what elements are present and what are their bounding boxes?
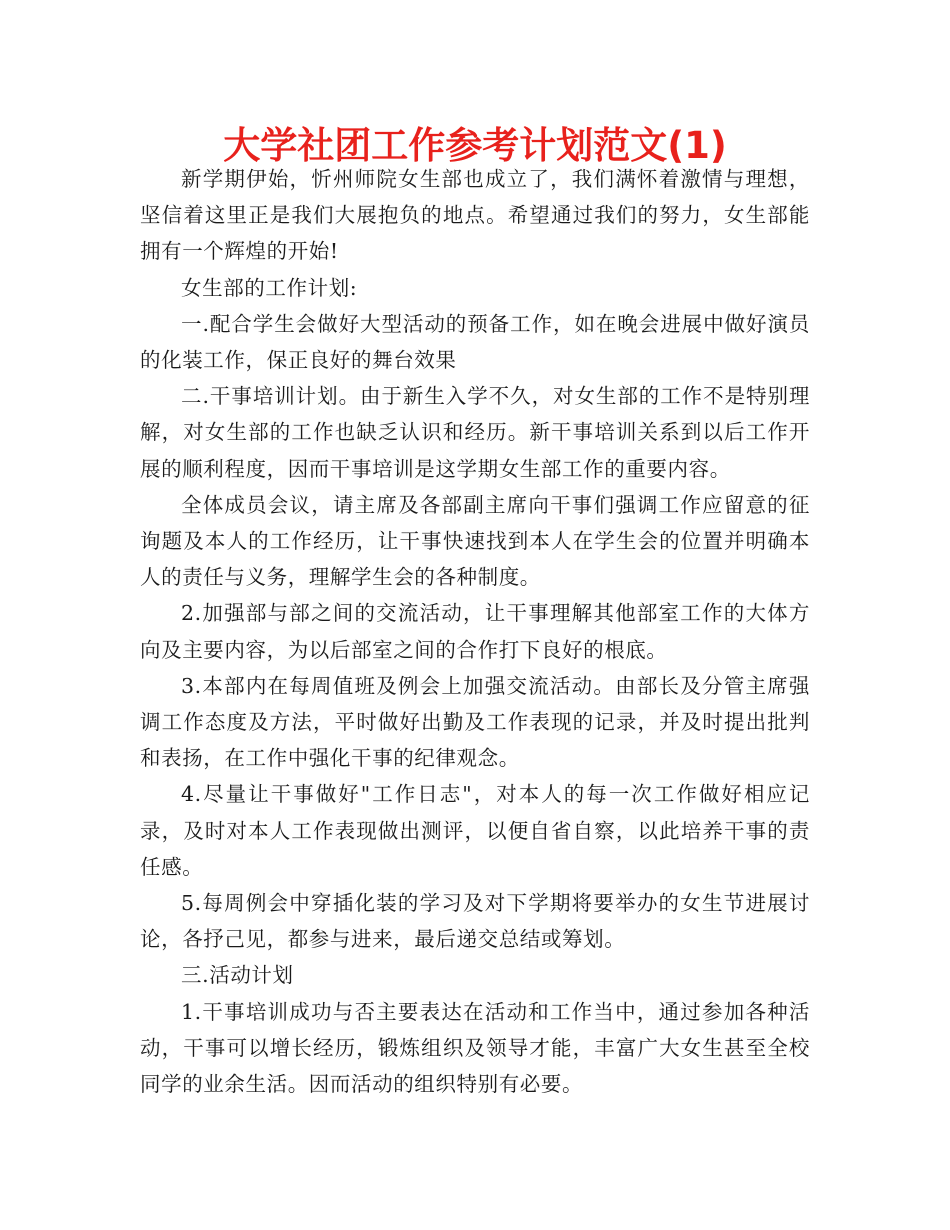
paragraph-all-members-meeting: 全体成员会议，请主席及各部副主席向干事们强调工作应留意的征询题及本人的工作经历，让干事快速找到本人在学生会的位置并明确本人的责任与义务，理解学生会的各种制度。 bbox=[140, 492, 810, 590]
document-title: 大学社团工作参考计划范文(1) bbox=[223, 124, 727, 167]
document-body bbox=[140, 161, 810, 1102]
paragraph-activity-item-1: 1.干事培训成功与否主要表达在活动和工作当中，通过参加各种活动，干事可以增长经历，锻炼组织及领导才能，丰富广大女生甚至全校同学的业余生活。因而活动的组织特别有必要。 bbox=[140, 999, 810, 1097]
paragraph-item-2: 2.加强部与部之间的交流活动，让干事理解其他部室工作的大体方向及主要内容，为以后部室之间的合作打下良好的根底。 bbox=[140, 601, 810, 662]
paragraph-item-5: 5.每周例会中穿插化装的学习及对下学期将要举办的女生节进展讨论，各抒己见，都参与进来，最后递交总结或筹划。 bbox=[140, 891, 810, 952]
paragraph-plan-heading: 女生部的工作计划: bbox=[181, 275, 358, 300]
paragraph-section-one: 一.配合学生会做好大型活动的预备工作，如在晚会进展中做好演员的化装工作，保正良好的舞台效果 bbox=[140, 311, 810, 373]
paragraph-section-two: 二.干事培训计划。由于新生入学不久，对女生部的工作不是特别理解，对女生部的工作也缺乏认识和经历。新干事培训关系到以后工作开展的顺利程度，因而干事培训是这学期女生部工作的重要内容。 bbox=[140, 384, 810, 481]
paragraph-item-3: 3.本部内在每周值班及例会上加强交流活动。由部长及分管主席强调工作态度及方法，平时做好出勤及工作表现的记录，并及时提出批判和表扬，在工作中强化干事的纪律观念。 bbox=[140, 673, 810, 771]
paragraph-item-4: 4.尽量让干事做好"工作日志"，对本人的每一次工作做好相应记录，及时对本人工作表现做出测评，以便自省自察，以此培养干事的责任感。 bbox=[140, 782, 810, 879]
paragraph-section-three: 三.活动计划 bbox=[181, 963, 294, 988]
paragraph-intro: 新学期伊始，忻州师院女生部也成立了，我们满怀着激情与理想，坚信着这里正是我们大展抱负的地点。希望通过我们的努力，女生部能拥有一个辉煌的开始! bbox=[140, 167, 810, 264]
